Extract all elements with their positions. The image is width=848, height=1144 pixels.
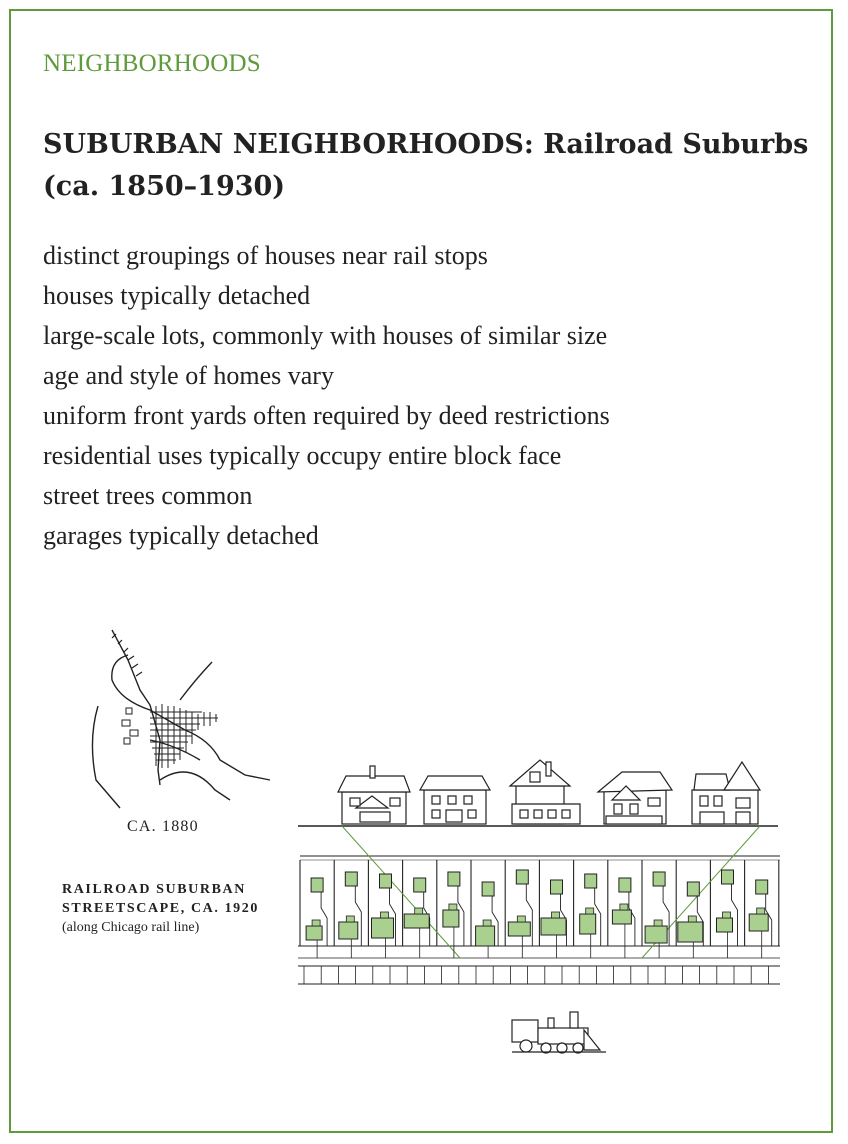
streetscape-caption-subtitle: STREETSCAPE, CA. 1920 xyxy=(62,901,259,916)
list-item: houses typically detached xyxy=(43,281,311,310)
streetscape-caption-title: RAILROAD SUBURBAN xyxy=(62,882,246,897)
list-item: large-scale lots, commonly with houses of similar size xyxy=(43,321,608,350)
streetscape-caption xyxy=(62,880,302,937)
list-item: street trees common xyxy=(43,481,253,510)
page-title: SUBURBAN NEIGHBORHOODS: Railroad Suburbs (ca. 1850–1930) xyxy=(43,129,809,202)
map-caption: CA. 1880 xyxy=(127,818,199,835)
list-item: distinct groupings of houses near rail stops xyxy=(43,241,488,270)
list-item: uniform front yards often required by deed restrictions xyxy=(43,401,610,430)
list-item: age and style of homes vary xyxy=(43,361,334,390)
section-label: NEIGHBORHOODS xyxy=(43,50,261,77)
streetscape-caption-note: (along Chicago rail line) xyxy=(62,920,200,935)
list-item: residential uses typically occupy entire block face xyxy=(43,441,562,470)
characteristics-list xyxy=(43,236,610,556)
list-item: garages typically detached xyxy=(43,521,319,550)
